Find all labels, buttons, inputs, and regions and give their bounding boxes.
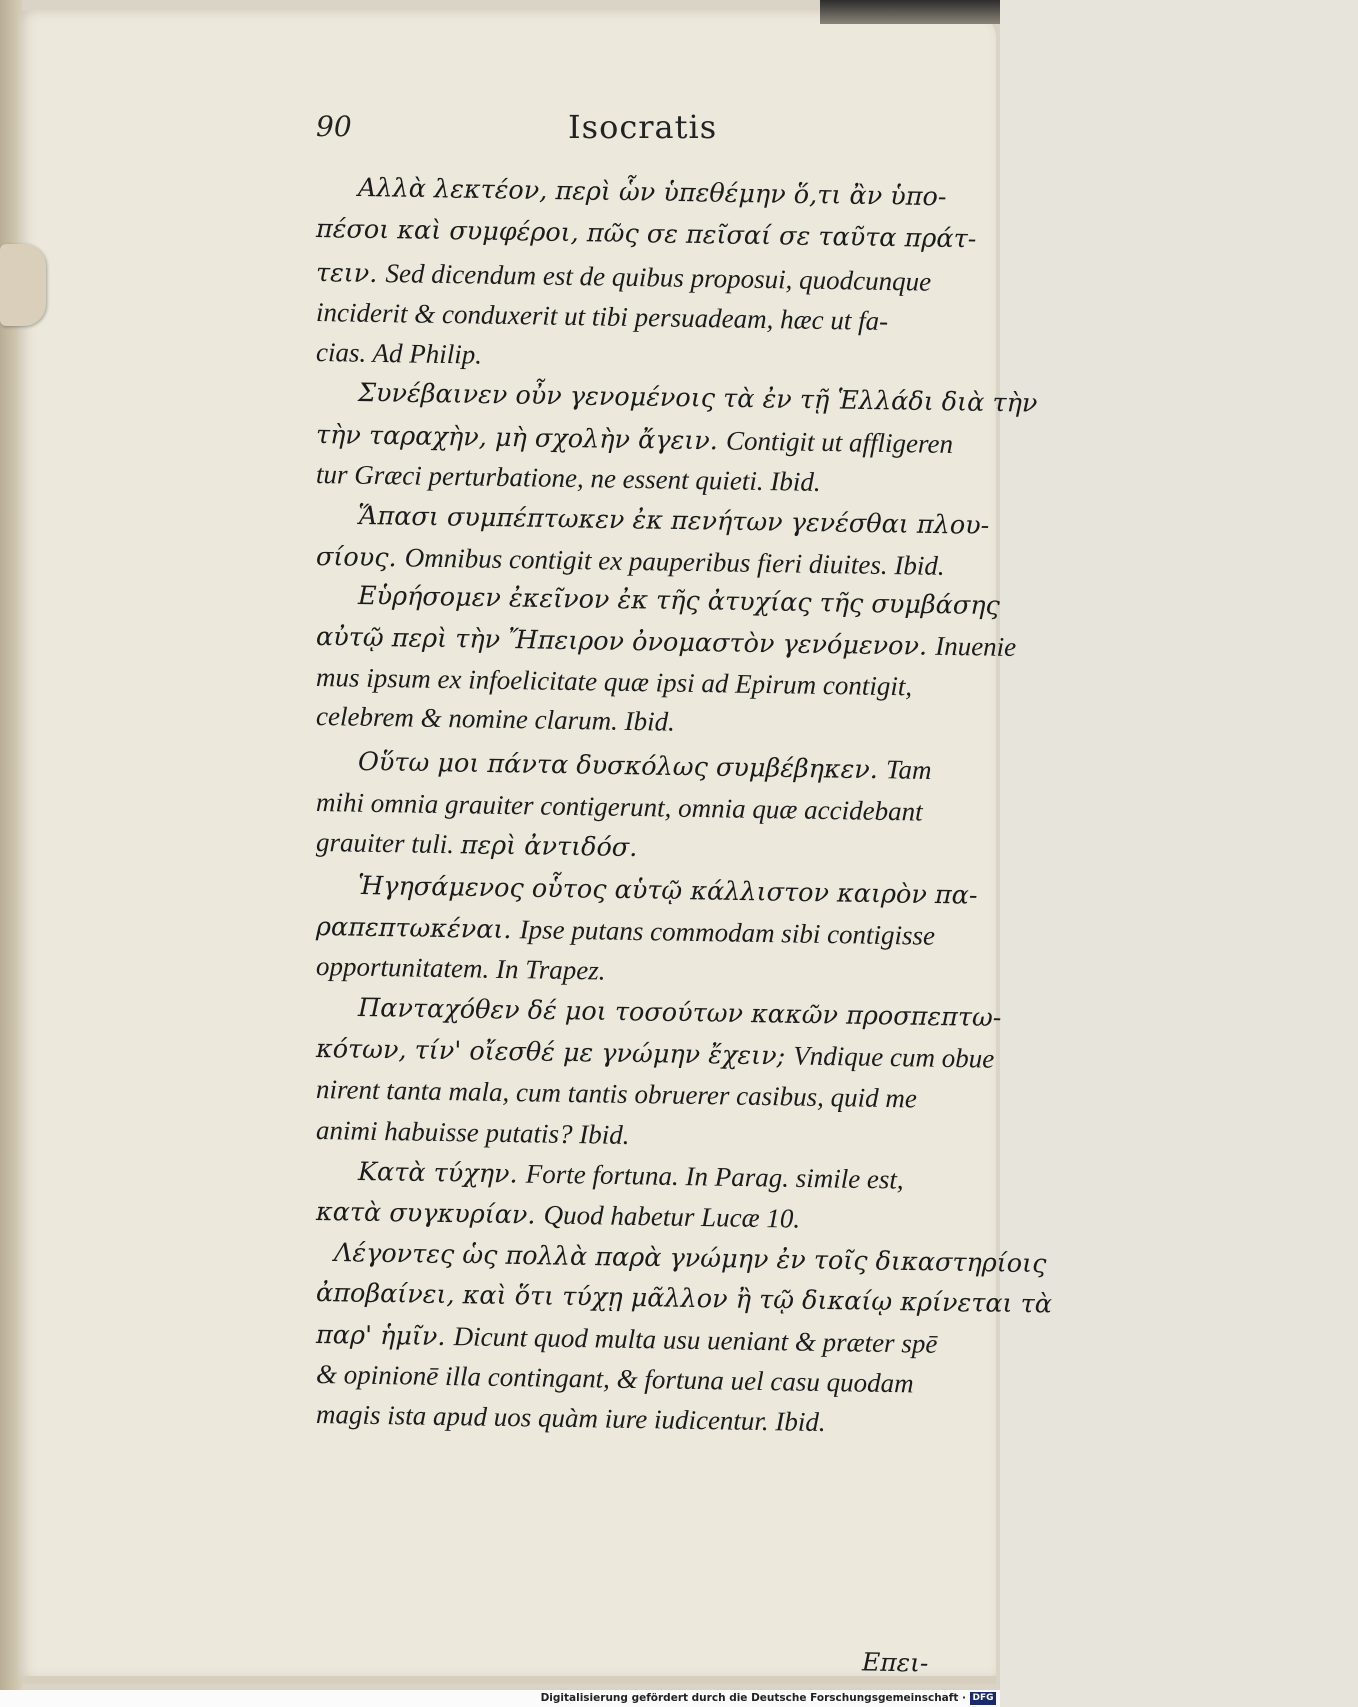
latin-text: Contigit ut affligeren	[725, 425, 954, 460]
funding-credit: Digitalisierung gefördert durch die Deutsche Forschungsgemeinschaft ·	[540, 1692, 966, 1704]
greek-text: Εὑρήσομεν ἐκεῖνον ἐκ τῆς ἀτυχίας τῆς συμβάσης	[357, 581, 1001, 622]
greek-text: αὐτῷ περὶ τὴν Ἤπειρον ὀνομαστὸν γενόμενον.	[315, 622, 936, 662]
latin-text: inciderit & conduxerit ut tibi persuadeam, hæc ut fa-	[315, 297, 889, 336]
greek-text: Ἡγησάμενος οὗτος αὑτῷ κάλλιστον καιρὸν πα-	[357, 871, 978, 911]
dfg-logo: DFG	[970, 1692, 996, 1705]
greek-text: Λέγοντες ὡς πολλὰ παρὰ γνώμην ἐν τοῖς δικαστηρίοις	[333, 1238, 1047, 1280]
latin-text: Inuenie	[934, 630, 1017, 662]
greek-text: σίους.	[315, 542, 405, 574]
greek-text: κατὰ συγκυρίαν.	[315, 1197, 544, 1231]
latin-text: Quod habetur Lucæ 10.	[543, 1199, 801, 1234]
page-header	[316, 108, 956, 152]
greek-text: παρ' ἡμῖν.	[315, 1320, 454, 1353]
greek-text: τὴν ταραχὴν, μὴ σχολὴν ἄγειν.	[315, 420, 727, 457]
catchword: Επει-	[861, 1647, 929, 1678]
latin-text: Omnibus contigit ex pauperibus fieri diuites. Ibid.	[404, 542, 945, 581]
latin-text: cias. Ad Philip.	[315, 337, 483, 370]
greek-text: πέσοι καὶ συμφέροι, πῶς σε πεῖσαί σε ταῦτα πράτ-	[315, 214, 977, 255]
greek-text: Πανταχόθεν δέ μοι τοσούτων κακῶν προσπεπτω-	[357, 993, 1002, 1034]
latin-text: Ipse putans commodam sibi contigisse	[519, 914, 936, 951]
greek-text: περὶ ἀντιδόσ.	[460, 830, 638, 864]
latin-text: celebrem & nomine clarum. Ibid.	[315, 701, 676, 737]
latin-text: grauiter tuli.	[315, 827, 461, 860]
latin-text: magis ista apud uos quàm iure iudicentur. Ibid.	[315, 1399, 826, 1438]
latin-text: Vndique cum obue	[793, 1040, 995, 1074]
page-bottom-edge	[22, 1676, 996, 1684]
greek-text: Συνέβαινεν οὖν γενομένοις τὰ ἐν τῇ Ἑλλάδι διὰ τὴν	[357, 378, 1038, 419]
latin-text: mihi omnia grauiter contigerunt, omnia quæ accidebant	[315, 787, 923, 827]
latin-text: tur Græci perturbatione, ne essent quieti. Ibid.	[315, 459, 821, 497]
greek-text: Οὕτω μοι πάντα δυσκόλως συμβέβηκεν.	[357, 747, 887, 786]
greek-text: κότων, τίν' οἴεσθέ με γνώμην ἔχειν;	[315, 1034, 794, 1072]
greek-text: τειν.	[315, 258, 386, 290]
latin-text: Tam	[885, 754, 932, 786]
latin-text: opportunitatem. In Trapez.	[315, 951, 606, 986]
latin-text: Forte fortuna. In Parag. simile est,	[525, 1158, 904, 1195]
greek-text: Αλλὰ λεκτέον, περὶ ὧν ὑπεθέμην ὅ,τι ἂν ὑπο-	[357, 173, 947, 213]
footer-bar	[0, 1690, 1000, 1707]
page-number: 90	[316, 110, 352, 143]
latin-text: nirent tanta mala, cum tantis obruerer casibus, quid me	[315, 1074, 918, 1114]
greek-text: Ἅπασι συμπέπτωκεν ἐκ πενήτων γενέσθαι πλου-	[357, 501, 990, 541]
page-tab-marker	[0, 244, 46, 326]
greek-text: ραπεπτωκέναι.	[315, 912, 520, 946]
latin-text: Sed dicendum est de quibus proposui, quodcunque	[385, 258, 932, 297]
binding-shadow	[820, 0, 1000, 24]
latin-text: animi habuisse putatis? Ibid.	[315, 1115, 630, 1150]
greek-text: ἀποβαίνει, καὶ ὅτι τύχῃ μᾶλλον ἢ τῷ δικαίῳ κρίνεται τὰ	[315, 1278, 1053, 1320]
running-title: Isocratis	[568, 108, 718, 146]
latin-text: mus ipsum ex infoelicitate quæ ipsi ad Epirum contigit,	[315, 662, 913, 702]
latin-text: & opinionē illa contingant, & fortuna uel casu quodam	[315, 1359, 914, 1399]
greek-text: Κατὰ τύχην.	[357, 1157, 526, 1190]
latin-text: Dicunt quod multa usu ueniant & præter spē	[453, 1321, 938, 1359]
